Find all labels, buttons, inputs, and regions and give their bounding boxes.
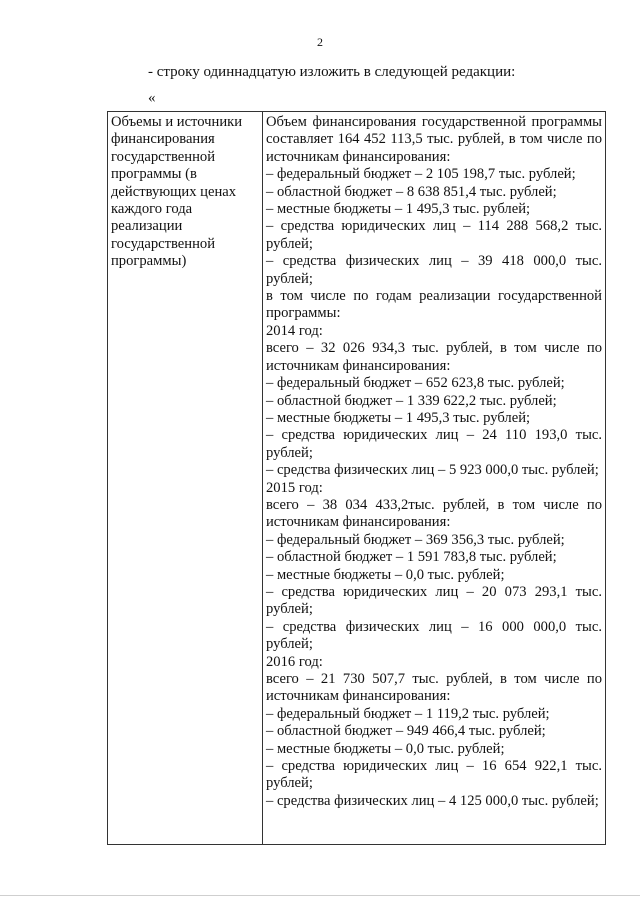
year-total-2014: всего – 32 026 934,3 тыс. рублей, в том числе по источникам финансирования: (266, 340, 602, 374)
year-total-2016: всего – 21 730 507,7 тыс. рублей, в том числе по источникам финансирования: (266, 671, 602, 705)
opening-quote-mark: « (148, 90, 156, 106)
page-number: 2 (317, 35, 323, 49)
financing-line: – областной бюджет – 949 466,4 тыс. рублей; (266, 723, 546, 740)
financing-line: – местные бюджеты – 1 495,3 тыс. рублей; (266, 409, 531, 426)
row-label-line: государственной (111, 148, 216, 165)
financing-line: – федеральный бюджет – 2 105 198,7 тыс. рублей; (266, 166, 576, 183)
row-label-line: финансирования (111, 131, 215, 148)
financing-line: – местные бюджеты – 0,0 тыс. рублей; (266, 740, 505, 757)
page-bottom-edge (0, 895, 640, 896)
financing-line: – средства юридических лиц – 16 654 922,1 тыс. рублей; (266, 758, 602, 792)
row-content-cell (263, 112, 606, 845)
year-total-2015: всего – 38 034 433,2тыс. рублей, в том числе по источникам финансирования: (266, 496, 602, 531)
by-years-paragraph: в том числе по годам реализации государственной программы: (266, 288, 602, 322)
row-label-line: Объемы и источники (111, 114, 243, 130)
financing-line: – федеральный бюджет – 369 356,3 тыс. рублей; (266, 531, 565, 548)
financing-line: – средства физических лиц – 5 923 000,0 тыс. рублей; (266, 462, 599, 479)
table-row (108, 112, 606, 845)
program-passport-table (107, 111, 606, 845)
financing-line: – местные бюджеты – 1 495,3 тыс. рублей; (266, 201, 531, 218)
financing-line: – областной бюджет – 1 591 783,8 тыс. рублей; (266, 549, 557, 566)
financing-line: – средства юридических лиц – 114 288 568,2 тыс. рублей; (266, 218, 602, 252)
row-label-line: каждого года (111, 201, 193, 218)
row-label-line: программы) (111, 253, 187, 270)
financing-line: – местные бюджеты – 0,0 тыс. рублей; (266, 566, 505, 583)
row-label-line: реализации (111, 218, 183, 235)
row-label-line: государственной (111, 235, 216, 252)
row-label-line: программы (в (111, 166, 197, 183)
financing-line: – средства физических лиц – 39 418 000,0 тыс. рублей; (266, 253, 602, 287)
year-heading-2015: 2015 год: (266, 479, 323, 496)
row-label-line: действующих ценах (111, 183, 237, 200)
year-heading-2014: 2014 год: (266, 322, 323, 339)
intro-paragraph: - строку одиннадцатую изложить в следующей редакции: (148, 64, 516, 80)
financing-line: – средства юридических лиц – 20 073 293,1 тыс. рублей; (266, 583, 602, 618)
financing-line: – федеральный бюджет – 1 119,2 тыс. рублей; (266, 705, 550, 722)
financing-line: – средства физических лиц – 4 125 000,0 тыс. рублей; (266, 792, 599, 809)
year-heading-2016: 2016 год: (266, 653, 323, 670)
financing-line: – федеральный бюджет – 652 623,8 тыс. рублей; (266, 375, 565, 392)
financing-total-paragraph: Объем финансирования государственной программы составляет 164 452 113,5 тыс. рублей, в том числе по источникам финансирования: (266, 114, 602, 165)
row-label-cell (108, 112, 263, 845)
financing-line: – областной бюджет – 8 638 851,4 тыс. рублей; (266, 183, 557, 200)
financing-line: – средства юридических лиц – 24 110 193,0 тыс. рублей; (266, 427, 602, 461)
financing-line: – областной бюджет – 1 339 622,2 тыс. рублей; (266, 392, 557, 409)
financing-line: – средства физических лиц – 16 000 000,0 тыс. рублей; (266, 618, 602, 653)
